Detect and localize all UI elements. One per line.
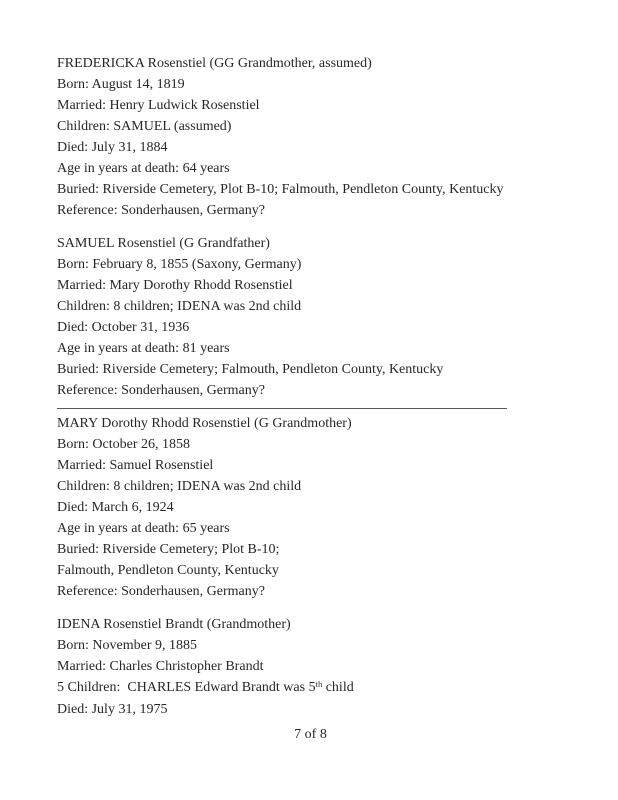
record-line-born: Born: August 14, 1819	[57, 77, 185, 92]
record-line-died: Died: July 31, 1884	[57, 140, 168, 155]
record-samuel	[57, 233, 564, 401]
record-line-died: Died: October 31, 1936	[57, 320, 190, 335]
page-number: 7 of 8	[294, 727, 327, 742]
record-line-children: Children: 8 children; IDENA was 2nd child	[57, 479, 302, 494]
children-line-suffix: child	[322, 680, 354, 695]
record-line-married: Married: Samuel Rosenstiel	[57, 458, 214, 473]
record-line-married: Married: Charles Christopher Brandt	[57, 659, 264, 674]
section-divider	[57, 408, 507, 409]
record-mary	[57, 413, 564, 602]
record-title: MARY Dorothy Rhodd Rosenstiel (G Grandmother)	[57, 416, 352, 431]
record-title: FREDERICKA Rosenstiel (GG Grandmother, assumed)	[57, 56, 372, 71]
record-line-reference: Reference: Sonderhausen, Germany?	[57, 383, 265, 398]
record-line-children: Children: SAMUEL (assumed)	[57, 119, 232, 134]
record-line-children	[57, 677, 564, 699]
record-line-reference: Reference: Sonderhausen, Germany?	[57, 203, 265, 218]
record-line-age: Age in years at death: 81 years	[57, 341, 230, 356]
record-fredericka	[57, 53, 564, 221]
children-line-prefix: 5 Children: CHARLES Edward Brandt was 5	[57, 680, 316, 695]
record-line-died: Died: March 6, 1924	[57, 500, 174, 515]
record-title: IDENA Rosenstiel Brandt (Grandmother)	[57, 617, 291, 632]
record-line-age: Age in years at death: 65 years	[57, 521, 230, 536]
record-line-reference: Reference: Sonderhausen, Germany?	[57, 584, 265, 599]
record-line-buried-continued: Falmouth, Pendleton County, Kentucky	[57, 563, 279, 578]
page-footer	[57, 724, 564, 745]
record-line-died: Died: July 31, 1975	[57, 702, 168, 717]
record-title: SAMUEL Rosenstiel (G Grandfather)	[57, 236, 270, 251]
record-line-married: Married: Mary Dorothy Rhodd Rosenstiel	[57, 278, 293, 293]
record-line-children: Children: 8 children; IDENA was 2nd child	[57, 299, 302, 314]
record-idena	[57, 614, 564, 720]
record-line-born: Born: February 8, 1855 (Saxony, Germany)	[57, 257, 302, 272]
ordinal-superscript: th	[315, 678, 323, 689]
record-line-born: Born: October 26, 1858	[57, 437, 190, 452]
record-line-buried: Buried: Riverside Cemetery, Plot B-10; Falmouth, Pendleton County, Kentucky	[57, 182, 504, 197]
record-line-age: Age in years at death: 64 years	[57, 161, 230, 176]
record-line-buried: Buried: Riverside Cemetery; Falmouth, Pendleton County, Kentucky	[57, 362, 444, 377]
record-line-buried: Buried: Riverside Cemetery; Plot B-10;	[57, 542, 280, 557]
record-line-married: Married: Henry Ludwick Rosenstiel	[57, 98, 260, 113]
record-line-born: Born: November 9, 1885	[57, 638, 197, 653]
